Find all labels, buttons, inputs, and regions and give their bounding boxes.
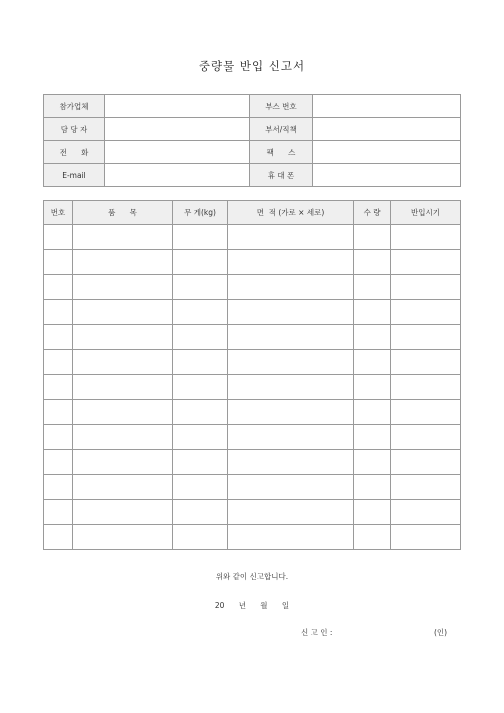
quantity-cell[interactable] [354,375,391,400]
number-cell[interactable] [44,500,73,525]
entry-time-cell[interactable] [391,250,461,275]
item-cell[interactable] [73,350,173,375]
quantity-cell[interactable] [354,450,391,475]
email-label: E-mail [44,164,105,187]
area-cell[interactable] [228,400,354,425]
weight-cell[interactable] [173,300,228,325]
entry-time-cell[interactable] [391,225,461,250]
entry-time-cell[interactable] [391,275,461,300]
mobile-label: 휴 대 폰 [250,164,313,187]
entry-time-cell[interactable] [391,350,461,375]
weight-cell[interactable] [173,425,228,450]
company-label: 참가업체 [44,95,105,118]
item-cell[interactable] [73,450,173,475]
phone-field[interactable] [105,141,250,164]
item-cell[interactable] [73,250,173,275]
table-row [44,300,461,325]
area-cell[interactable] [228,425,354,450]
contact-person-label: 담 당 자 [44,118,105,141]
item-cell[interactable] [73,300,173,325]
quantity-cell[interactable] [354,300,391,325]
weight-cell[interactable] [173,250,228,275]
number-cell[interactable] [44,525,73,550]
area-cell[interactable] [228,225,354,250]
entry-time-cell[interactable] [391,525,461,550]
number-cell[interactable] [44,225,73,250]
weight-cell[interactable] [173,350,228,375]
table-row [44,400,461,425]
declaration-date: 20 년 월 일 [214,601,290,610]
table-row [44,375,461,400]
area-cell[interactable] [228,450,354,475]
info-row [44,141,461,164]
number-cell[interactable] [44,450,73,475]
department-position-label: 부서/직책 [250,118,313,141]
entry-time-cell[interactable] [391,375,461,400]
area-cell[interactable] [228,350,354,375]
table-row [44,325,461,350]
quantity-cell[interactable] [354,425,391,450]
quantity-cell[interactable] [354,325,391,350]
quantity-cell[interactable] [354,400,391,425]
table-row [44,225,461,250]
table-row [44,350,461,375]
item-cell[interactable] [73,375,173,400]
table-row [44,250,461,275]
phone-label: 전 화 [44,141,105,164]
booth-number-label: 부스 번호 [250,95,313,118]
contact-person-field[interactable] [105,118,250,141]
weight-cell[interactable] [173,400,228,425]
weight-cell[interactable] [173,525,228,550]
items-header-row [44,201,461,225]
number-cell[interactable] [44,475,73,500]
number-cell[interactable] [44,325,73,350]
col-area-header: 면 적 (가로 × 세로) [228,201,354,225]
weight-cell[interactable] [173,450,228,475]
department-position-field[interactable] [313,118,461,141]
number-cell[interactable] [44,300,73,325]
seal-mark: (인) [434,628,448,637]
table-row [44,275,461,300]
item-cell[interactable] [73,425,173,450]
area-cell[interactable] [228,300,354,325]
item-cell[interactable] [73,400,173,425]
number-cell[interactable] [44,375,73,400]
area-cell[interactable] [228,475,354,500]
item-cell[interactable] [73,275,173,300]
table-row [44,500,461,525]
form-title: 중량물 반입 신고서 [198,59,306,73]
fax-field[interactable] [313,141,461,164]
items-body [44,225,461,550]
area-cell[interactable] [228,325,354,350]
fax-label: 팩 스 [250,141,313,164]
number-cell[interactable] [44,250,73,275]
entry-time-cell[interactable] [391,325,461,350]
quantity-cell[interactable] [354,250,391,275]
area-cell[interactable] [228,250,354,275]
table-row [44,425,461,450]
weight-cell[interactable] [173,375,228,400]
email-field[interactable] [105,164,250,187]
item-cell[interactable] [73,525,173,550]
entry-time-cell[interactable] [391,450,461,475]
item-cell[interactable] [73,500,173,525]
mobile-field[interactable] [313,164,461,187]
number-cell[interactable] [44,350,73,375]
area-cell[interactable] [228,275,354,300]
quantity-cell[interactable] [354,275,391,300]
item-cell[interactable] [73,325,173,350]
quantity-cell[interactable] [354,350,391,375]
item-cell[interactable] [73,225,173,250]
col-item-header: 품 목 [73,201,173,225]
table-row [44,525,461,550]
quantity-cell[interactable] [354,500,391,525]
weight-cell[interactable] [173,275,228,300]
table-row [44,450,461,475]
area-cell[interactable] [228,525,354,550]
declaration-statement: 위와 같이 신고합니다. [215,572,289,581]
col-entry-time-header: 반입시기 [391,201,461,225]
entry-time-cell[interactable] [391,425,461,450]
area-cell[interactable] [228,500,354,525]
entry-time-cell[interactable] [391,475,461,500]
number-cell[interactable] [44,425,73,450]
quantity-cell[interactable] [354,475,391,500]
col-number-header: 번호 [44,201,73,225]
items-table [43,200,461,550]
company-field[interactable] [105,95,250,118]
weight-cell[interactable] [173,500,228,525]
number-cell[interactable] [44,275,73,300]
area-cell[interactable] [228,375,354,400]
info-row [44,118,461,141]
weight-cell[interactable] [173,325,228,350]
quantity-cell[interactable] [354,525,391,550]
col-quantity-header: 수 량 [354,201,391,225]
info-row [44,164,461,187]
number-cell[interactable] [44,400,73,425]
entry-time-cell[interactable] [391,300,461,325]
weight-cell[interactable] [173,225,228,250]
quantity-cell[interactable] [354,225,391,250]
booth-number-field[interactable] [313,95,461,118]
col-weight-header: 무 게(kg) [173,201,228,225]
weight-cell[interactable] [173,475,228,500]
entry-time-cell[interactable] [391,500,461,525]
entry-time-cell[interactable] [391,400,461,425]
table-row [44,475,461,500]
applicant-info-table [43,94,461,187]
info-row [44,95,461,118]
item-cell[interactable] [73,475,173,500]
signer-label: 신 고 인 : [301,628,333,637]
